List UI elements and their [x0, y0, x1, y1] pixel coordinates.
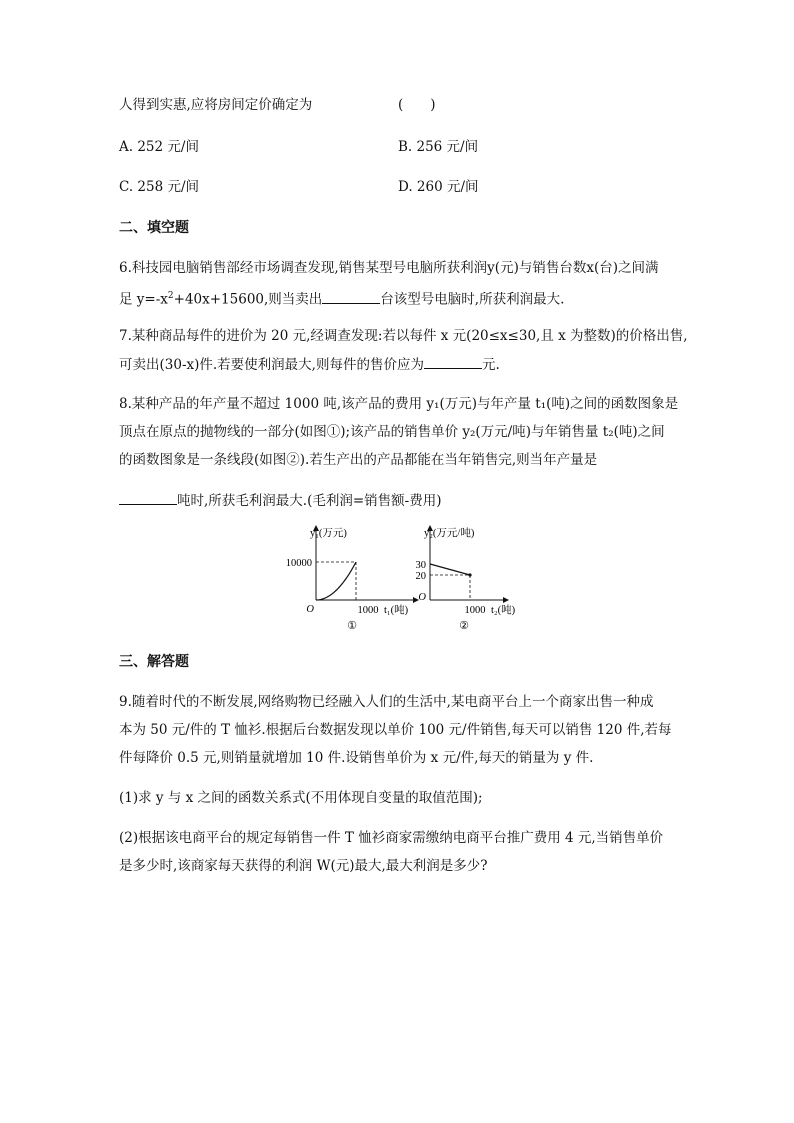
q6-line-2: [119, 286, 564, 310]
figure-2: [416, 526, 516, 632]
fig2-price-segment: [430, 564, 470, 575]
q8-text: 吨时,所获毛利润最大.(毛利润=销售额-费用): [177, 493, 442, 509]
fig2-y-tick-30: 30: [415, 560, 426, 571]
fig1-parabola-curve: [316, 562, 356, 600]
q6-answer-blank[interactable]: [322, 289, 380, 304]
fig1-caption: ①: [347, 620, 357, 632]
fig2-caption: ②: [459, 620, 469, 632]
q6-line-1: 6.科技园电脑销售部经市场调查发现,销售某型号电脑所获利润y(元)与销售台数x(台)之间满: [119, 260, 659, 276]
q9-part-2-line-1: (2)根据该电商平台的规定每销售一件 T 恤衫商家需缴纳电商平台推广费用 4 元,当销售单价: [119, 830, 664, 846]
fig2-y-label: y₂(万元/吨): [424, 528, 475, 539]
fig1-y-label: y₁(万元): [310, 528, 347, 539]
q6-equation-end: +40x+15600,则当卖出: [173, 291, 323, 308]
q8-line-2: 顶点在原点的抛物线的一部分(如图①);该产品的销售单价 y₂(万元/吨)与年销售量 t₂(吨)之间: [119, 424, 665, 440]
q8-figures: [270, 518, 530, 636]
fig1-origin: O: [306, 604, 314, 615]
q6-question-end: 台该型号电脑时,所获利润最大.: [380, 291, 565, 308]
fig1-x-tick: 1000: [357, 605, 379, 616]
fig2-x-tick: 1000: [464, 605, 486, 616]
section-title-solve: 三、解答题: [119, 654, 189, 670]
section-title-fill-in: 二、填空题: [119, 220, 189, 236]
q7-unit: 元.: [481, 357, 500, 373]
fig2-segment-endpoint: [468, 573, 471, 576]
fig1-x-label: t₁(吨): [384, 605, 409, 616]
q7-line-1: 7.某种商品每件的进价为 20 元,经调查发现:若以每件 x 元(20≤x≤30,且 x 为整数)的价格出售,: [119, 328, 688, 344]
q8-line-1: 8.某种产品的年产量不超过 1000 吨,该产品的费用 y₁(万元)与年产量 t₁(吨)之间的函数图象是: [119, 396, 679, 412]
q6-exponent: 2: [167, 291, 174, 301]
fig1-y-tick: 10000: [285, 558, 312, 569]
q8-line-4: [119, 490, 442, 511]
fig2-y-tick-20: 20: [415, 571, 426, 582]
fig2-x-label: t₂(吨): [491, 605, 516, 616]
fig2-origin: O: [418, 592, 426, 603]
option-a: A. 252 元/间: [119, 139, 199, 155]
q9-line-1: 9.随着时代的不断发展,网络购物已经融入人们的生活中,某电商平台上一个商家出售一种成: [119, 694, 654, 710]
q9-part-1: (1)求 y 与 x 之间的函数关系式(不用体现自变量的取值范围);: [119, 790, 483, 806]
q6-equation-start: 足 y=-x: [119, 291, 168, 308]
q8-answer-blank[interactable]: [119, 490, 177, 505]
option-d: D. 260 元/间: [398, 179, 479, 195]
option-c: C. 258 元/间: [119, 179, 200, 195]
q7-answer-blank[interactable]: [424, 354, 482, 369]
q9-line-2: 本为 50 元/件的 T 恤衫.根据后台数据发现以单价 100 元/件销售,每天可以销售 120 件,若每: [119, 722, 672, 738]
q9-part-2-line-2: 是多少时,该商家每天获得的利润 W(元)最大,最大利润是多少?: [119, 858, 488, 874]
q7-text: 可卖出(30-x)件.若要使利润最大,则每件的售价应为: [119, 357, 424, 373]
answer-bracket: ( ): [398, 97, 436, 113]
q7-line-2: [119, 354, 500, 375]
q8-line-3: 的函数图象是一条线段(如图②).若生产出的产品都能在当年销售完,则当年产量是: [119, 452, 598, 468]
q9-line-3: 件每降价 0.5 元,则销量就增加 10 件.设销售单价为 x 元/件,每天的销量为 y 件.: [119, 750, 594, 766]
option-b: B. 256 元/间: [398, 139, 479, 155]
figure-1: [286, 526, 418, 632]
q5-tail-text: 人得到实惠,应将房间定价确定为: [119, 97, 313, 113]
